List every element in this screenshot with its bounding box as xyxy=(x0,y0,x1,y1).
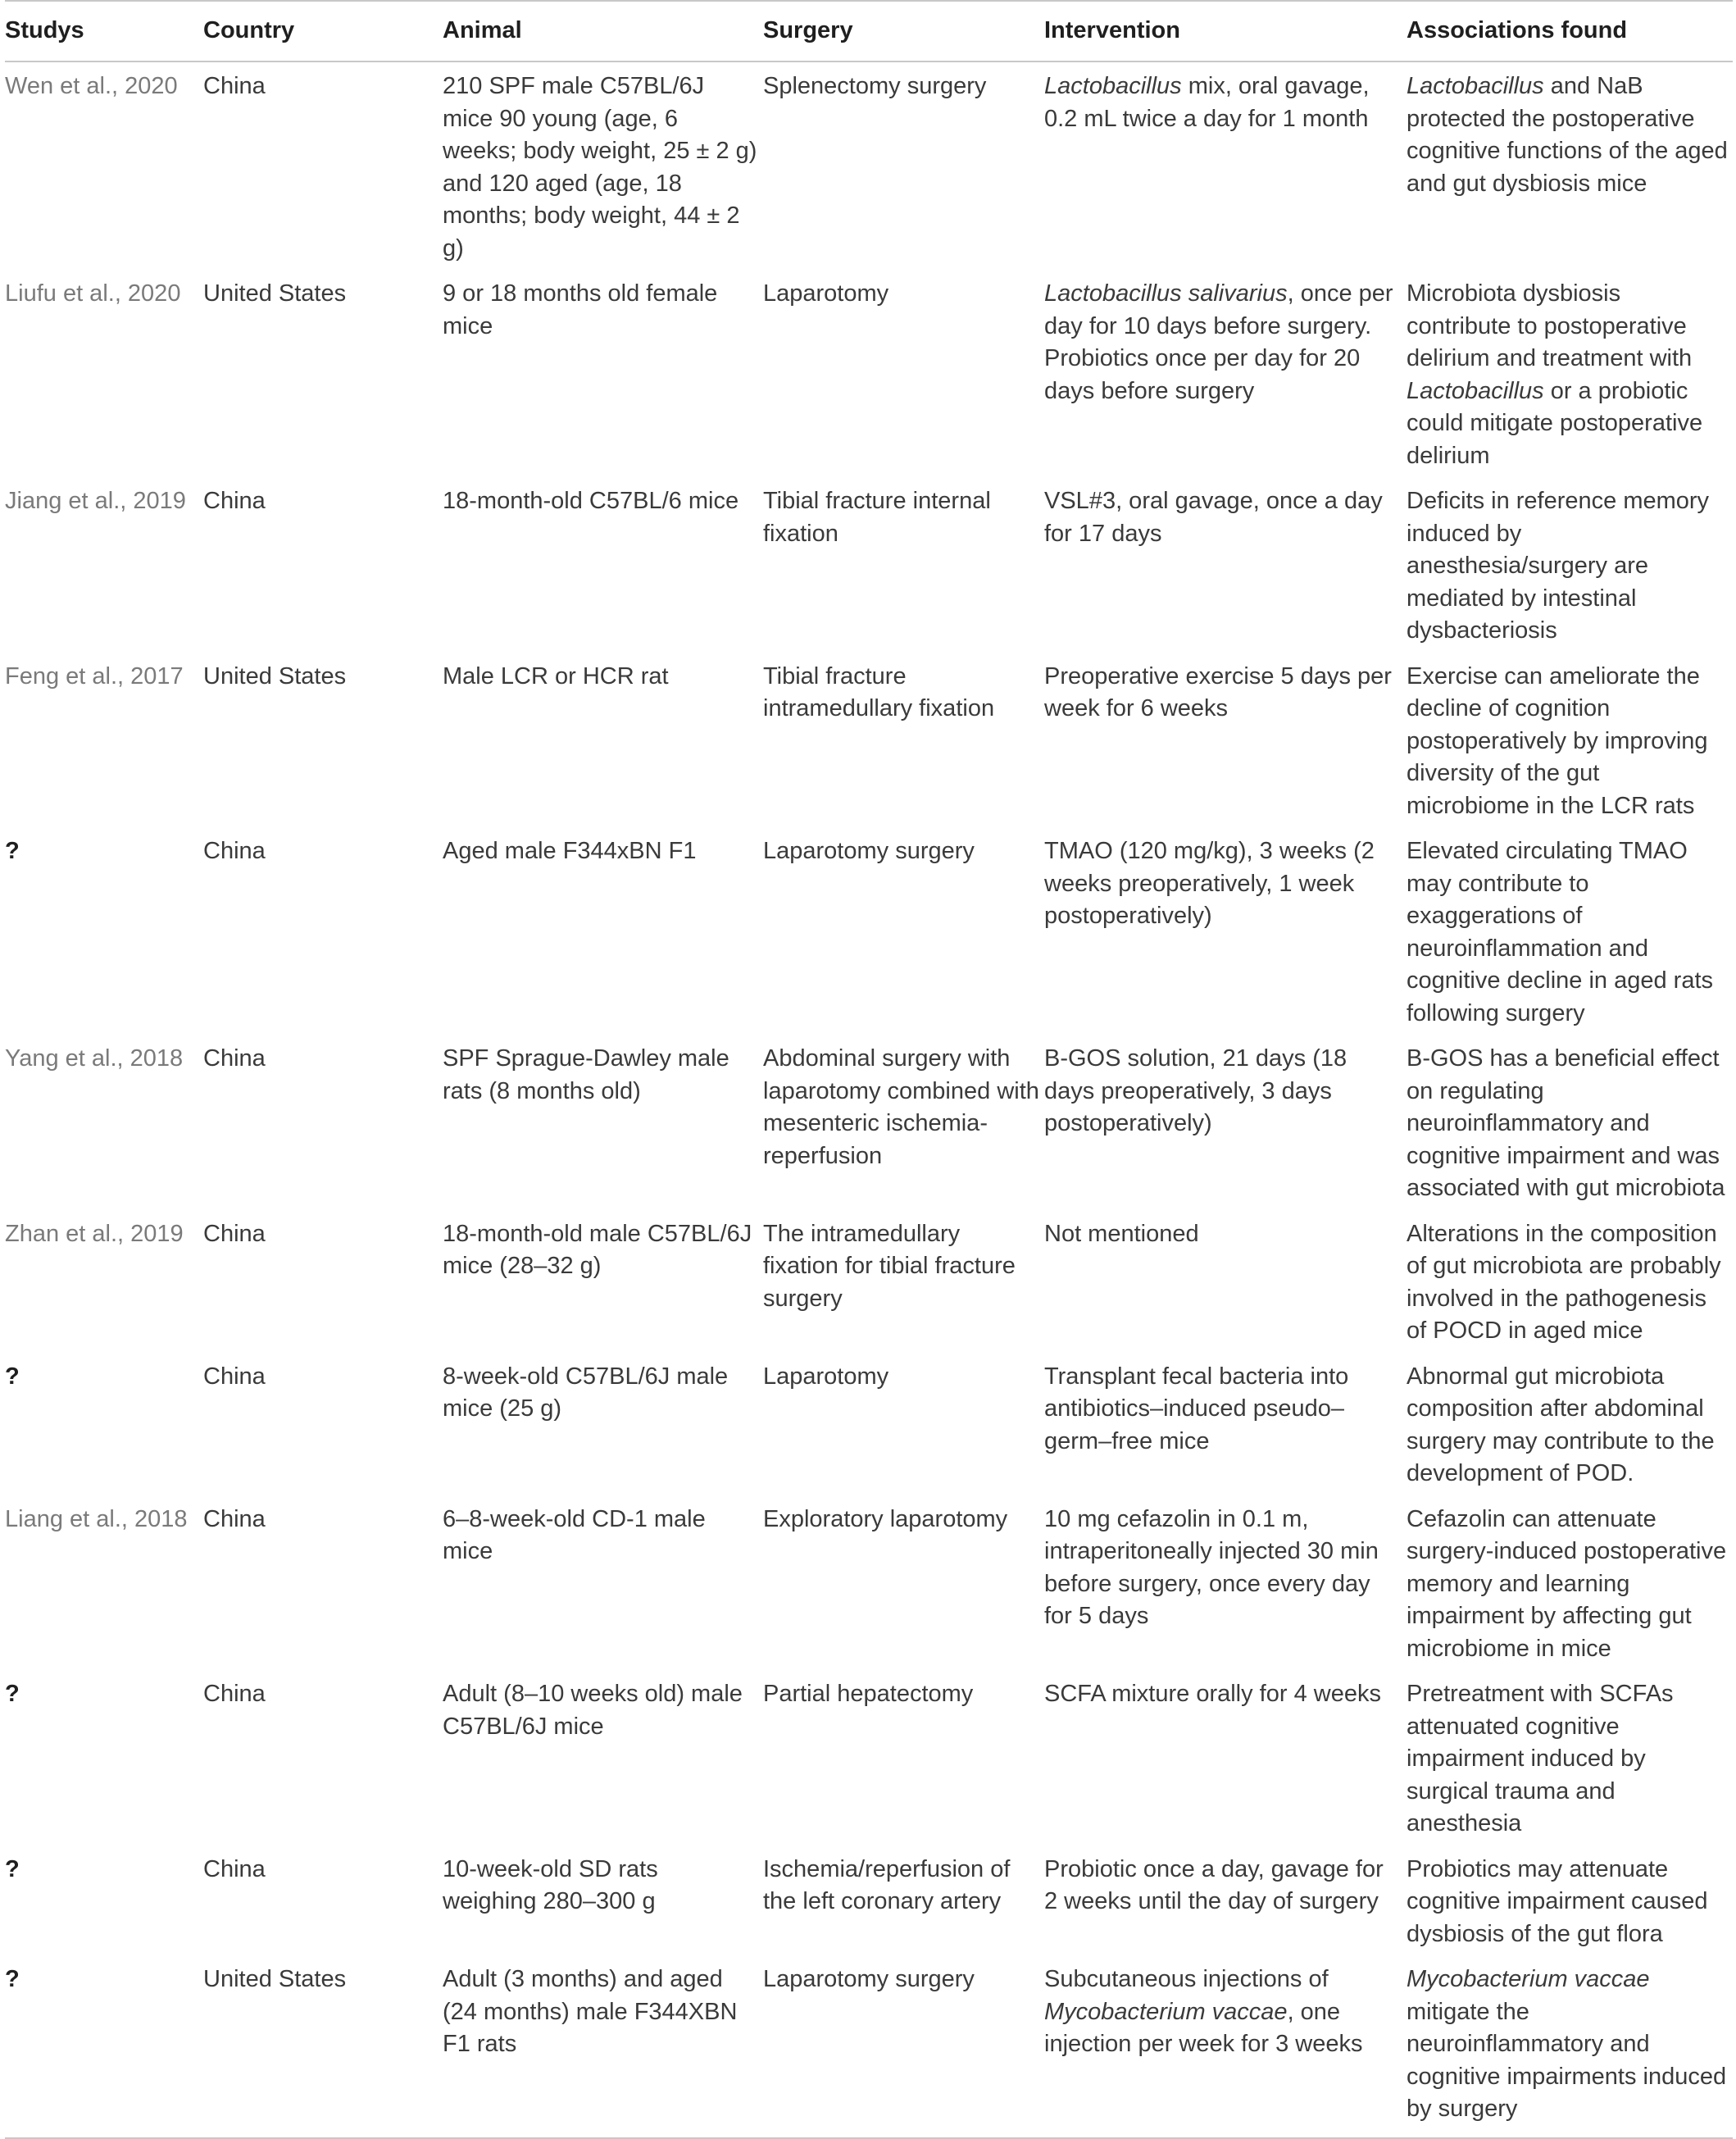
header-intervention: Intervention xyxy=(1044,17,1180,44)
cell-country: China xyxy=(203,488,266,514)
table-header xyxy=(5,1,1733,61)
table-row xyxy=(5,1845,1733,1956)
text-segment: Microbiota dysbiosis contribute to postoperative delirium and treatment with xyxy=(1407,280,1693,371)
table-row xyxy=(5,61,1733,270)
cell-country: China xyxy=(203,73,266,99)
table-body xyxy=(5,61,1733,2138)
studies-table xyxy=(5,0,1733,2139)
cell-associations xyxy=(1407,477,1733,653)
text-segment: Pretreatment with SCFAs attenuated cognitive impairment induced by surgical trauma and anesthesia xyxy=(1407,1681,1674,1836)
cell-animal: Adult (3 months) and aged (24 months) male F344XBN F1 rats xyxy=(443,1966,738,2057)
cell-study: Feng et al., 2017 xyxy=(5,662,184,689)
table-row xyxy=(5,1495,1733,1671)
text-segment: VSL#3, oral gavage, once a day for 17 days xyxy=(1044,488,1383,547)
cell-associations xyxy=(1407,1210,1733,1353)
cell-animal: 10-week-old SD rats weighing 280–300 g xyxy=(443,1855,658,1914)
cell-associations xyxy=(1407,827,1733,1035)
cell-surgery: Partial hepatectomy xyxy=(763,1681,974,1707)
header-surgery: Surgery xyxy=(763,17,853,44)
text-segment: Not mentioned xyxy=(1044,1220,1199,1247)
text-segment: and NaB protected the postoperative cognitive functions of the aged and gut dysbiosis mice xyxy=(1407,73,1728,197)
cell-country: China xyxy=(203,1855,266,1882)
cell-intervention xyxy=(1044,1495,1407,1671)
cell-intervention xyxy=(1044,1670,1407,1845)
cell-animal: Aged male F344xBN F1 xyxy=(443,838,697,864)
cell-intervention xyxy=(1044,1210,1407,1353)
header-studys: Studys xyxy=(5,17,84,44)
cell-country: China xyxy=(203,1681,266,1707)
cell-animal: 8-week-old C57BL/6J male mice (25 g) xyxy=(443,1363,729,1422)
cell-country: United States xyxy=(203,662,347,689)
text-segment: mitigate the neuroinflammatory and cognitive impairments induced by surgery xyxy=(1407,1998,1727,2122)
cell-intervention xyxy=(1044,1955,1407,2138)
text-segment: , once per day for 10 days before surgery. Probiotics once per day for 20 days before surgery xyxy=(1044,280,1393,404)
table-row xyxy=(5,1210,1733,1353)
table-row xyxy=(5,1353,1733,1495)
header-row xyxy=(5,1,1733,61)
italic-term: Lactobacillus salivarius xyxy=(1044,280,1288,307)
text-segment: mix, oral gavage, 0.2 mL twice a day for 1 month xyxy=(1044,73,1370,132)
text-segment: SCFA mixture orally for 4 weeks xyxy=(1044,1681,1381,1707)
cell-animal: SPF Sprague-Dawley male rats (8 months old) xyxy=(443,1045,729,1104)
cell-country: United States xyxy=(203,1966,347,1992)
cell-surgery: Abdominal surgery with laparotomy combined with mesenteric ischemia-reperfusion xyxy=(763,1045,1039,1169)
text-segment: Probiotic once a day, gavage for 2 weeks until the day of surgery xyxy=(1044,1855,1384,1914)
table-row xyxy=(5,1670,1733,1845)
cell-intervention xyxy=(1044,477,1407,653)
cell-surgery: Splenectomy surgery xyxy=(763,73,987,99)
cell-animal: Adult (8–10 weeks old) male C57BL/6J mice xyxy=(443,1681,743,1740)
table-row xyxy=(5,1955,1733,2138)
cell-study: ? xyxy=(5,1855,20,1882)
cell-country: China xyxy=(203,1505,266,1532)
cell-surgery: Ischemia/reperfusion of the left coronary artery xyxy=(763,1855,1011,1914)
cell-intervention xyxy=(1044,1353,1407,1495)
cell-intervention xyxy=(1044,270,1407,477)
text-segment: B-GOS solution, 21 days (18 days preoperatively, 3 days postoperatively) xyxy=(1044,1045,1347,1136)
text-segment: Subcutaneous injections of xyxy=(1044,1966,1329,1992)
cell-associations xyxy=(1407,1035,1733,1210)
cell-surgery: The intramedullary fixation for tibial fracture surgery xyxy=(763,1220,1016,1312)
cell-country: China xyxy=(203,838,266,864)
table-row xyxy=(5,827,1733,1035)
cell-study: Liang et al., 2018 xyxy=(5,1505,188,1532)
cell-associations xyxy=(1407,1845,1733,1956)
cell-surgery: Exploratory laparotomy xyxy=(763,1505,1008,1532)
cell-animal: 18-month-old C57BL/6 mice xyxy=(443,488,739,514)
cell-study: Yang et al., 2018 xyxy=(5,1045,184,1072)
text-segment: Alterations in the composition of gut microbiota are probably involved in the pathogenesis of POCD in aged mice xyxy=(1407,1220,1721,1344)
cell-animal: 6–8-week-old CD-1 male mice xyxy=(443,1505,706,1564)
table-row xyxy=(5,1035,1733,1210)
cell-surgery: Laparotomy surgery xyxy=(763,838,975,864)
table-row xyxy=(5,270,1733,477)
cell-country: United States xyxy=(203,280,347,307)
cell-animal: 9 or 18 months old female mice xyxy=(443,280,718,339)
cell-surgery: Tibial fracture internal fixation xyxy=(763,488,991,547)
text-segment: Cefazolin can attenuate surgery-induced postoperative memory and learning impairment by affecting gut microbiome in mice xyxy=(1407,1505,1727,1662)
cell-study: ? xyxy=(5,1363,20,1390)
header-animal: Animal xyxy=(443,17,522,44)
cell-animal: 18-month-old male C57BL/6J mice (28–32 g) xyxy=(443,1220,752,1279)
cell-study: Zhan et al., 2019 xyxy=(5,1220,184,1247)
text-segment: Elevated circulating TMAO may contribute to exaggerations of neuroinflammation and cognitive decline in aged rats following surgery xyxy=(1407,838,1714,1026)
cell-country: China xyxy=(203,1363,266,1390)
text-segment: Probiotics may attenuate cognitive impairment caused dysbiosis of the gut flora xyxy=(1407,1855,1708,1947)
italic-term: Mycobacterium vaccae xyxy=(1407,1966,1650,1992)
header-associations-found: Associations found xyxy=(1407,17,1628,44)
cell-surgery: Laparotomy xyxy=(763,280,889,307)
cell-intervention xyxy=(1044,1845,1407,1956)
cell-surgery: Laparotomy xyxy=(763,1363,889,1390)
cell-intervention xyxy=(1044,827,1407,1035)
cell-study: ? xyxy=(5,1681,20,1707)
text-segment: TMAO (120 mg/kg), 3 weeks (2 weeks preoperatively, 1 week postoperatively) xyxy=(1044,838,1375,929)
text-segment: Deficits in reference memory induced by anesthesia/surgery are mediated by intestinal dysbacteriosis xyxy=(1407,488,1710,644)
cell-surgery: Tibial fracture intramedullary fixation xyxy=(763,662,995,721)
text-segment: , one injection per week for 3 weeks xyxy=(1044,1998,1363,2057)
cell-associations xyxy=(1407,1955,1733,2138)
text-segment: Abnormal gut microbiota composition after abdominal surgery may contribute to the development of POD. xyxy=(1407,1363,1715,1486)
table-row xyxy=(5,477,1733,653)
cell-country: China xyxy=(203,1220,266,1247)
text-segment: Preoperative exercise 5 days per week for 6 weeks xyxy=(1044,662,1392,721)
cell-study: Jiang et al., 2019 xyxy=(5,488,186,514)
text-segment: Transplant fecal bacteria into antibiotics–induced pseudo–germ–free mice xyxy=(1044,1363,1349,1454)
cell-study: ? xyxy=(5,838,20,864)
cell-associations xyxy=(1407,61,1733,270)
cell-country: China xyxy=(203,1045,266,1072)
cell-surgery: Laparotomy surgery xyxy=(763,1966,975,1992)
cell-study: Wen et al., 2020 xyxy=(5,73,178,99)
text-segment: B-GOS has a beneficial effect on regulating neuroinflammatory and cognitive impairment and was associated with gut microbiota xyxy=(1407,1045,1725,1201)
table-row xyxy=(5,653,1733,828)
text-segment: Exercise can ameliorate the decline of cognition postoperatively by improving diversity of the gut microbiome in the LCR rats xyxy=(1407,662,1708,819)
header-country: Country xyxy=(203,17,295,44)
text-segment: 10 mg cefazolin in 0.1 m, intraperitoneally injected 30 min before surgery, once every day for 5 days xyxy=(1044,1505,1379,1629)
cell-associations xyxy=(1407,1353,1733,1495)
cell-associations xyxy=(1407,1495,1733,1671)
cell-intervention xyxy=(1044,653,1407,828)
italic-term: Lactobacillus xyxy=(1407,73,1544,99)
italic-term: Lactobacillus xyxy=(1407,377,1544,404)
cell-study: Liufu et al., 2020 xyxy=(5,280,181,307)
cell-associations xyxy=(1407,1670,1733,1845)
text-segment: or a probiotic could mitigate postoperative delirium xyxy=(1407,377,1703,469)
italic-term: Mycobacterium vaccae xyxy=(1044,1998,1288,2025)
cell-associations xyxy=(1407,270,1733,477)
cell-study: ? xyxy=(5,1966,20,1992)
cell-animal: 210 SPF male C57BL/6J mice 90 young (age, 6 weeks; body weight, 25 ± 2 g) and 120 aged (age, 18 months; body weight, 44 ± 2 g) xyxy=(443,73,757,262)
italic-term: Lactobacillus xyxy=(1044,73,1182,99)
cell-intervention xyxy=(1044,1035,1407,1210)
cell-intervention xyxy=(1044,61,1407,270)
cell-animal: Male LCR or HCR rat xyxy=(443,662,669,689)
cell-associations xyxy=(1407,653,1733,828)
